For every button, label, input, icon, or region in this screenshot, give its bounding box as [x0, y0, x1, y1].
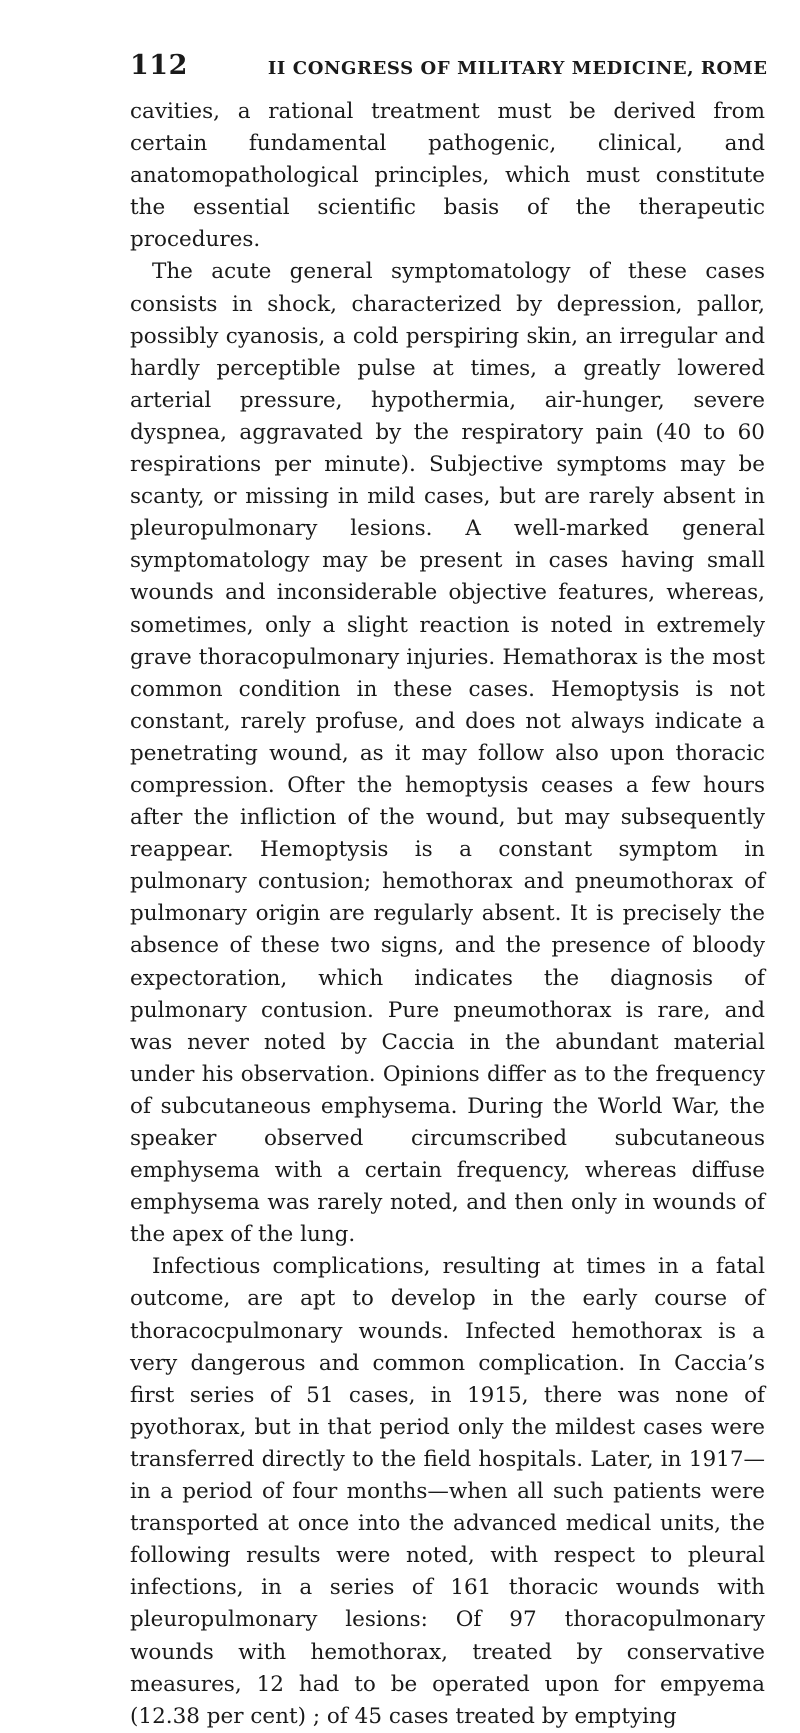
paragraph-symptomatology: The acute general symptomatology of these cases consists in shock, characterized by depression, pallor, possibly cyanosis, a cold perspiring skin, an irregular and hardly perceptible pulse at times, a greatly lowered arterial pressure, hypothermia, air-hunger, severe dyspnea, aggravated by the respiratory pain (40 to 60 respirations per minute). Subjective symptoms may be scanty, or missing in mild cases, but are rarely absent in pleuropulmonary lesions. A well-marked general symptomatology may be present in cases having small wounds and inconsiderable objective features, whereas, sometimes, only a slight reaction is noted in extremely grave thoracopulmonary injuries. Hemathorax is the most common condition in these cases. Hemoptysis is not constant, rarely profuse, and does not always indicate a penetrating wound, as it may follow also upon thoracic compression. Ofter the hemoptysis ceases a few hours after the infliction of the wound, but may subsequently reappear. Hemoptysis is a constant symptom in pulmonary contusion; hemothorax and pneumothorax of pulmonary origin are regularly absent. It is precisely the absence of these two signs, and the presence of bloody expectoration, which indicates the diagnosis of pulmonary contusion. Pure pneumothorax is rare, and was never noted by Caccia in the abundant material under his observation. Opinions differ as to the frequency of subcutaneous emphysema. During the World War, the speaker observed circumscribed subcutaneous emphysema with a certain frequency, whereas diffuse emphysema was rarely noted, and then only in wounds of the apex of the lung. — [130, 259, 765, 1248]
running-head: II CONGRESS OF MILITARY MEDICINE, ROME — [267, 58, 768, 79]
paragraph-continuation: cavities, a rational treatment must be derived from certain fundamental pathogenic, clinical, and anatomopathological principles, which must constitute the essential scientific basis of the therapeutic procedures. — [130, 99, 765, 253]
paragraph-infectious-complications: Infectious complications, resulting at times in a fatal outcome, are apt to develop in the early course of thoracocpulmonary wounds. Infected hemothorax is a very dangerous and common complication. In Caccia’s first series of 51 cases, in 1915, there was none of pyothorax, but in that period only the mildest cases were transferred directly to the field hospitals. Later, in 1917—in a period of four months—when all such patients were transported at once into the advanced medical units, the following results were noted, with respect to pleural infections, in a series of 161 thoracic wounds with pleuropulmonary lesions: Of 97 thoracopulmonary wounds with hemothorax, treated by conservative measures, 12 had to be operated upon for empyema (12.38 per cent) ; of 45 cases treated by emptying — [130, 1254, 765, 1729]
body-text — [130, 96, 765, 1733]
page-number: 112 — [130, 50, 188, 81]
page-header — [130, 50, 770, 81]
